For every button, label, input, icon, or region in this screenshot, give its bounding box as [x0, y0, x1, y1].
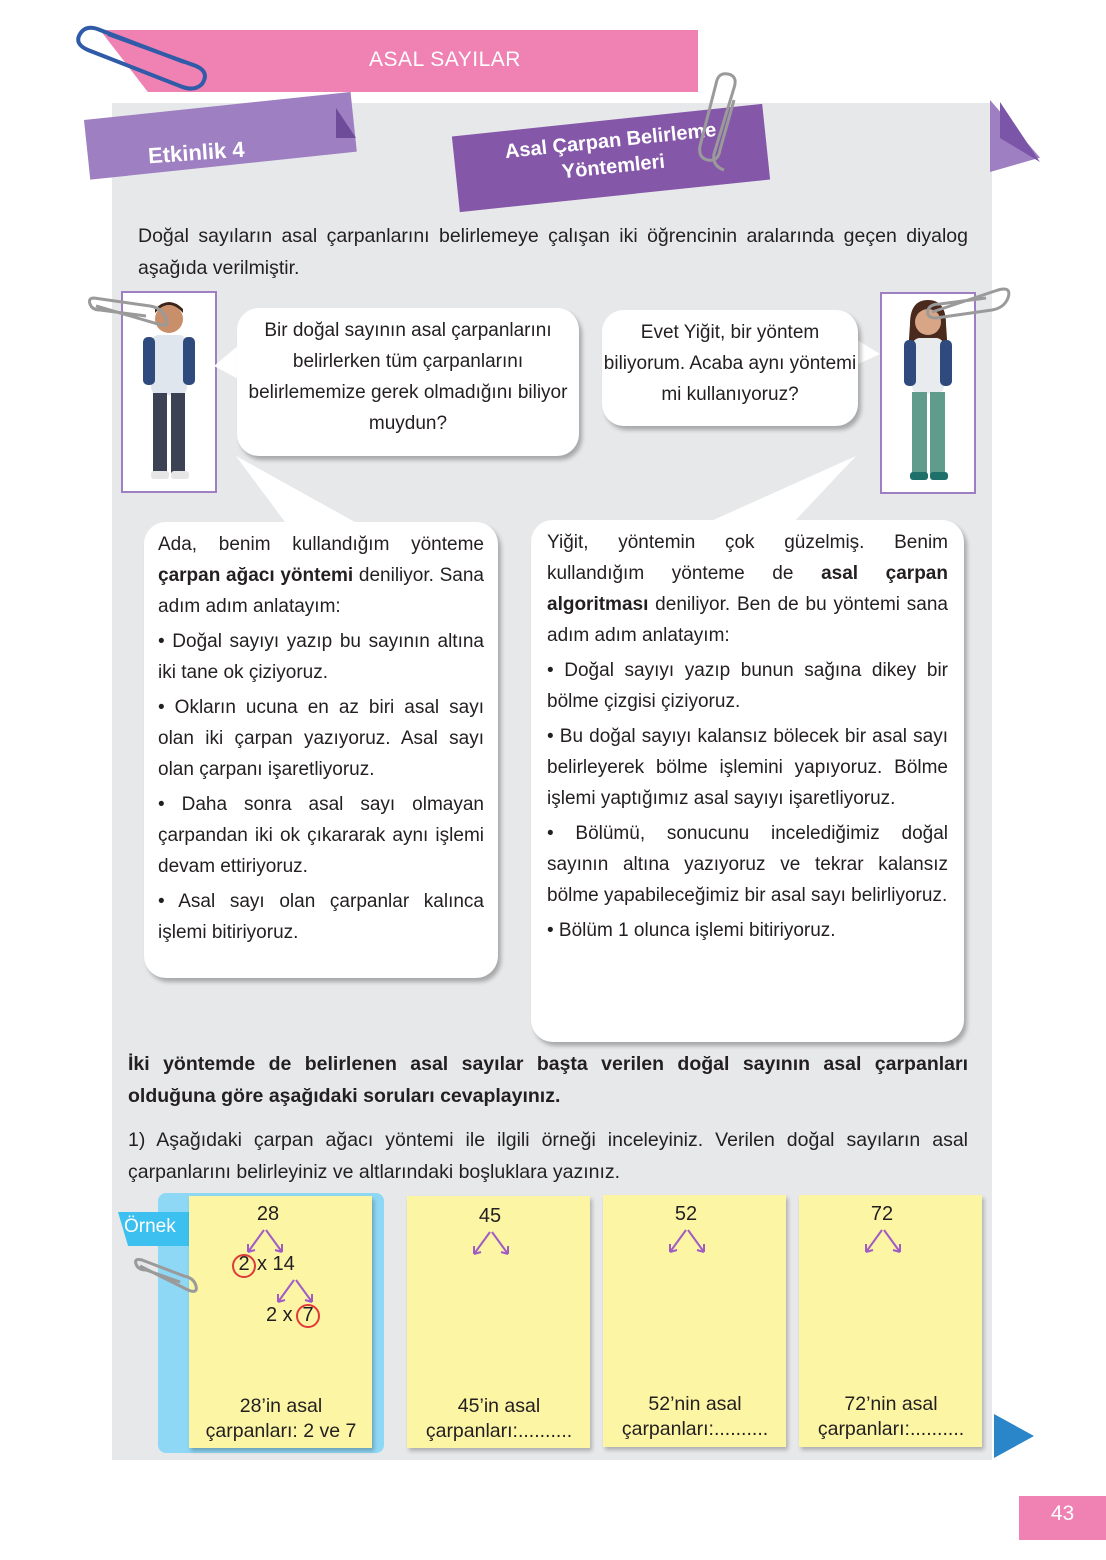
example-caption: 28’in asal: [239, 1395, 323, 1417]
exercise-caption: 52’nin asal: [648, 1393, 742, 1415]
bubble-text: Evet Yiğit, bir yöntem biliyorum. Acaba aynı yöntemi mi kullanıyoruz?: [603, 322, 857, 405]
question-1: 1) Aşağıdaki çarpan ağacı yöntemi ile ilgili örneği inceleyiniz. Verilen doğal sayıların asal çarpanlarını belirleyiniz ve altlarındaki boşluklara yazınız.: [128, 1129, 968, 1183]
step-item: • Daha sonra asal sayı olmayan çarpandan iki ok çıkararak aynı işlemi devam ettiriyoruz.: [158, 794, 484, 877]
tree-arrows-icon: [466, 1230, 516, 1260]
exercise-caption: 72’nin asal: [844, 1393, 938, 1415]
step-item: • Doğal sayıyı yazıp bu sayının altına iki tane ok çiziyoruz.: [158, 631, 484, 683]
tree-arrows-icon: [858, 1228, 908, 1258]
exercise-answer-blank[interactable]: çarpanları:..........: [621, 1418, 769, 1440]
bubble-text: deniliyor. Ben de bu yöntemi sana adım adım anlatayım:: [547, 594, 948, 646]
step-item: • Okların ucuna en az biri asal sayı olan iki çarpan yazıyoruz. Asal sayı olan çarpanı işaretliyoruz.: [158, 697, 484, 780]
bubble-text: Bir doğal sayının asal çarpanlarını belirlerken tüm çarpanlarını belirlememize gerek olmadığını biliyor muydun?: [248, 320, 568, 434]
example-prime-factor: 2: [238, 1253, 250, 1275]
intro-text: Doğal sayıların asal çarpanlarını belirlemeye çalışan iki öğrencinin aralarında geçen diyalog aşağıda verilmiştir.: [138, 225, 968, 279]
step-item: • Bu doğal sayıyı kalansız bölecek bir asal sayı belirleyerek bölme işlemini yapıyoruz. Bölme işlemi yaptığımız asal sayıyı işaretliyoruz.: [547, 726, 948, 809]
paperclip-icon: [694, 70, 754, 180]
paperclip-icon: [68, 20, 214, 92]
paperclip-icon: [86, 294, 176, 334]
exercise-caption: 45’in asal: [457, 1395, 541, 1417]
tree-arrows-icon: [662, 1228, 712, 1258]
exercise-answer-blank[interactable]: çarpanları:..........: [817, 1418, 965, 1440]
step-item: • Asal sayı olan çarpanlar kalınca işlemi bitiriyoruz.: [158, 891, 484, 943]
bubble-tail: [660, 450, 860, 530]
student-girl-portrait: [880, 292, 976, 494]
exercise-number: 72: [870, 1203, 894, 1225]
paperclip-icon: [132, 1256, 204, 1300]
question-instructions: İki yöntemde de belirlenen asal sayılar başta verilen doğal sayının asal çarpanları olduğuna göre aşağıdaki soruları cevaplayınız.: [128, 1053, 968, 1107]
page-number: 43: [1050, 1502, 1075, 1525]
activity-label: Etkinlik 4: [147, 136, 246, 169]
step-item: • Bölümü, sonucunu incelediğimiz doğal sayının altına yazıyoruz ve tekrar kalansız bölme yapabileceğimiz bir asal sayı belirliyoruz.: [547, 823, 948, 906]
example-number: 28: [256, 1203, 280, 1225]
exercise-number: 52: [674, 1203, 698, 1225]
step-item: • Bölüm 1 olunca işlemi bitiriyoruz.: [547, 920, 836, 941]
exercise-answer-blank[interactable]: çarpanları:..........: [425, 1420, 573, 1442]
speech-bubble-ada: [602, 310, 858, 426]
example-tag-label: Örnek: [124, 1216, 176, 1237]
speech-bubble-factor-tree: [144, 522, 498, 978]
example-remaining-factor: x 14: [257, 1253, 295, 1275]
paperclip-icon: [922, 282, 1022, 322]
chapter-title: ASAL SAYILAR: [369, 48, 521, 71]
example-answer: çarpanları: 2 ve 7: [205, 1420, 357, 1442]
example-prime-factor: 7: [302, 1304, 314, 1326]
example-second-factors: 2 x: [266, 1304, 293, 1326]
speech-bubble-prime-algorithm: [531, 520, 964, 1042]
method-name: çarpan ağacı yöntemi: [158, 565, 354, 586]
bubble-tail: [232, 450, 372, 530]
method-name: asal çarpan algoritması: [547, 563, 948, 615]
step-item: • Doğal sayıyı yazıp bunun sağına dikey bir bölme çizgisi çiziyoruz.: [547, 660, 948, 712]
bubble-text: Ada, benim kullandığım yönteme: [158, 534, 484, 555]
exercise-number: 45: [478, 1205, 502, 1227]
topic-label: Asal Çarpan Belirleme Yöntemleri: [503, 119, 718, 184]
next-page-arrow-icon[interactable]: [994, 1414, 1034, 1458]
bubble-text: deniliyor. Sana adım adım anlatayım:: [158, 565, 484, 617]
bubble-text: Yiğit, yöntemin çok güzelmiş. Benim kullandığım yönteme de: [547, 532, 948, 584]
speech-bubble-yigit: [237, 308, 579, 456]
